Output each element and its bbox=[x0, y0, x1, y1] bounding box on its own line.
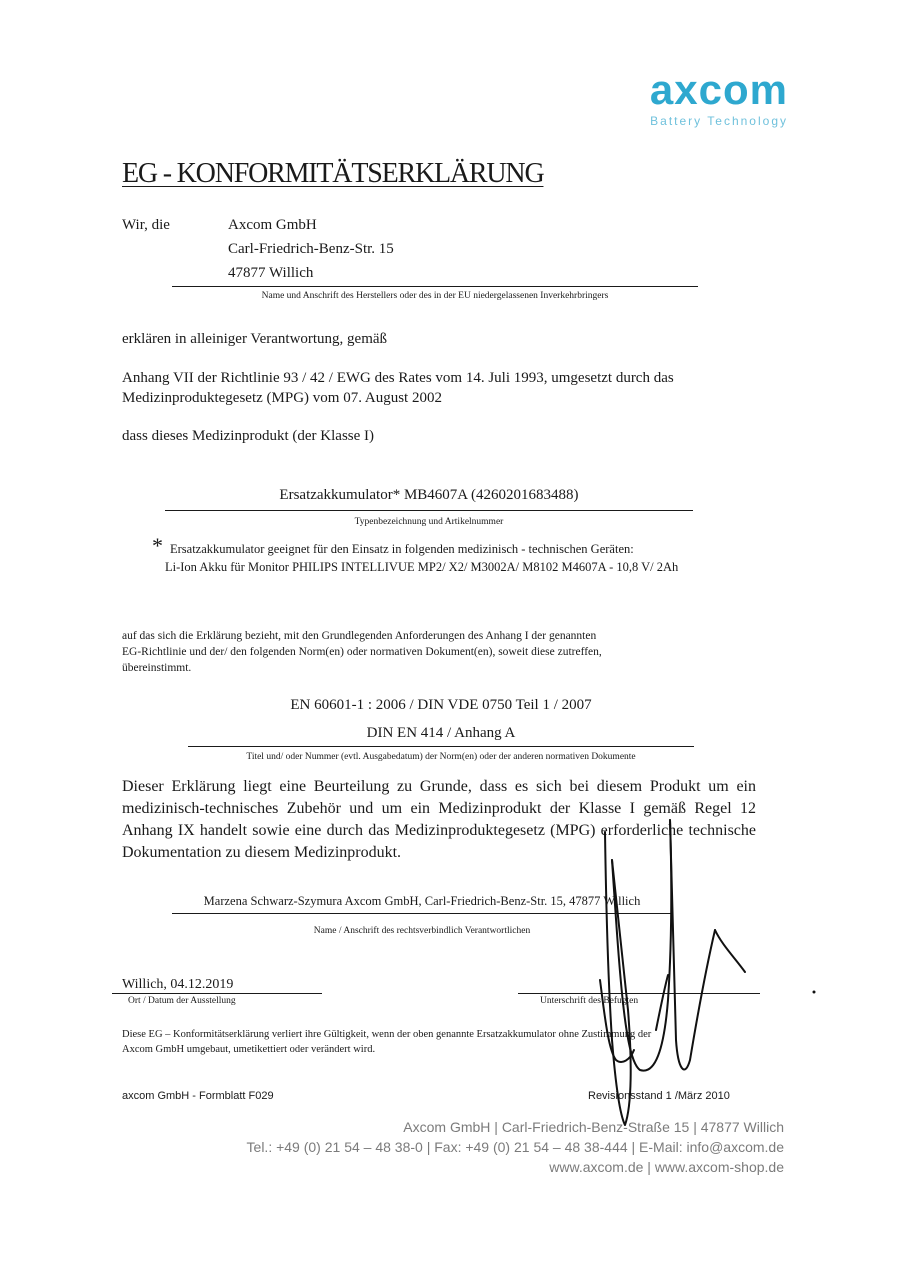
product-caption: Typenbezeichnung und Artikelnummer bbox=[354, 517, 504, 527]
manufacturer-street: Carl-Friedrich-Benz-Str. 15 bbox=[228, 241, 394, 257]
issue-place-date: Willich, 04.12.2019 bbox=[122, 977, 234, 992]
manufacturer-name: Axcom GmbH bbox=[228, 217, 317, 233]
assessment-paragraph: Dieser Erklärung liegt eine Beurteilung zu Grunde, dass es sich bei diesem Produkt um ein medizinisch-technisches Zubehör und um ein Medizinprodukt der Klasse I gemäß Regel 12 Anhang IX handelt sowie eine durch das Medizinproduktegesetz (MPG) erforderliche technische Dokumentation zu diesem Medizinprodukt. bbox=[122, 778, 756, 861]
conformity-line-1: auf das sich die Erklärung bezieht, mit den Grundlegenden Anforderungen des Anhang I der genannten bbox=[122, 630, 597, 642]
manufacturer-intro: Wir, die bbox=[122, 217, 170, 233]
conformity-line-3: übereinstimmt. bbox=[122, 662, 192, 674]
footer-contact: Tel.: +49 (0) 21 54 – 48 38-0 | Fax: +49 (0) 21 54 – 48 38-444 | E-Mail: info@axcom.de bbox=[246, 1139, 784, 1155]
revision-status: Revisionsstand 1 /März 2010 bbox=[588, 1090, 730, 1102]
directive-line-2: Medizinproduktegesetz (MPG) vom 07. August 2002 bbox=[122, 390, 442, 406]
footnote-line-2: Li-Ion Akku für Monitor PHILIPS INTELLIVUE MP2/ X2/ M3002A/ M8102 M4607A - 10,8 V/ 2Ah bbox=[165, 560, 679, 574]
standards-caption: Titel und/ oder Nummer (evtl. Ausgabedatum) der Norm(en) oder der anderen normativen Dokumente bbox=[246, 752, 636, 762]
responsible-person: Marzena Schwarz-Szymura Axcom GmbH, Carl-Friedrich-Benz-Str. 15, 47877 Willich bbox=[203, 894, 641, 908]
manufacturer-caption: Name und Anschrift des Herstellers oder des in der EU niedergelassenen Inverkehrbringers bbox=[261, 291, 609, 301]
standards-line-1: EN 60601-1 : 2006 / DIN VDE 0750 Teil 1 / 2007 bbox=[290, 697, 592, 713]
page-title: EG - KONFORMITÄTSERKLÄRUNG bbox=[122, 158, 544, 189]
footer-websites: www.axcom.de | www.axcom-shop.de bbox=[549, 1159, 784, 1175]
product-designation: Ersatzakkumulator* MB4607A (4260201683488) bbox=[279, 487, 579, 503]
issue-date-caption: Ort / Datum der Ausstellung bbox=[128, 996, 236, 1006]
signature-caption: Unterschrift des Befugten bbox=[540, 996, 639, 1006]
validity-line-2: Axcom GmbH umgebaut, umetikettiert oder verändert wird. bbox=[122, 1044, 376, 1055]
declare-statement: erklären in alleiniger Verantwortung, gemäß bbox=[122, 331, 388, 347]
footer-address: Axcom GmbH | Carl-Friedrich-Benz-Straße 15 | 47877 Willich bbox=[403, 1119, 784, 1135]
logo-wordmark: axcom bbox=[649, 66, 788, 113]
conformity-line-2: EG-Richtlinie und der/ den folgenden Norm(en) oder normativen Dokument(en), soweit diese zutreffen, bbox=[122, 646, 602, 658]
logo-tagline: Battery Technology bbox=[650, 114, 788, 128]
product-class-statement: dass dieses Medizinprodukt (der Klasse I) bbox=[122, 428, 375, 444]
responsible-caption: Name / Anschrift des rechtsverbindlich Verantwortlichen bbox=[313, 926, 531, 936]
validity-line-1: Diese EG – Konformitätserklärung verliert ihre Gültigkeit, wenn der oben genannte Ersatzakkumulator ohne Zustimmung der bbox=[122, 1029, 652, 1040]
directive-line-1: Anhang VII der Richtlinie 93 / 42 / EWG des Rates vom 14. Juli 1993, umgesetzt durch das bbox=[122, 370, 674, 386]
form-number: axcom GmbH - Formblatt F029 bbox=[122, 1090, 274, 1102]
footnote-marker: * bbox=[152, 533, 163, 558]
standards-line-2: DIN EN 414 / Anhang A bbox=[366, 725, 516, 741]
manufacturer-city: 47877 Willich bbox=[228, 265, 314, 281]
footnote-line-1: Ersatzakkumulator geeignet für den Einsatz in folgenden medizinisch - technischen Geräten: bbox=[170, 542, 634, 556]
